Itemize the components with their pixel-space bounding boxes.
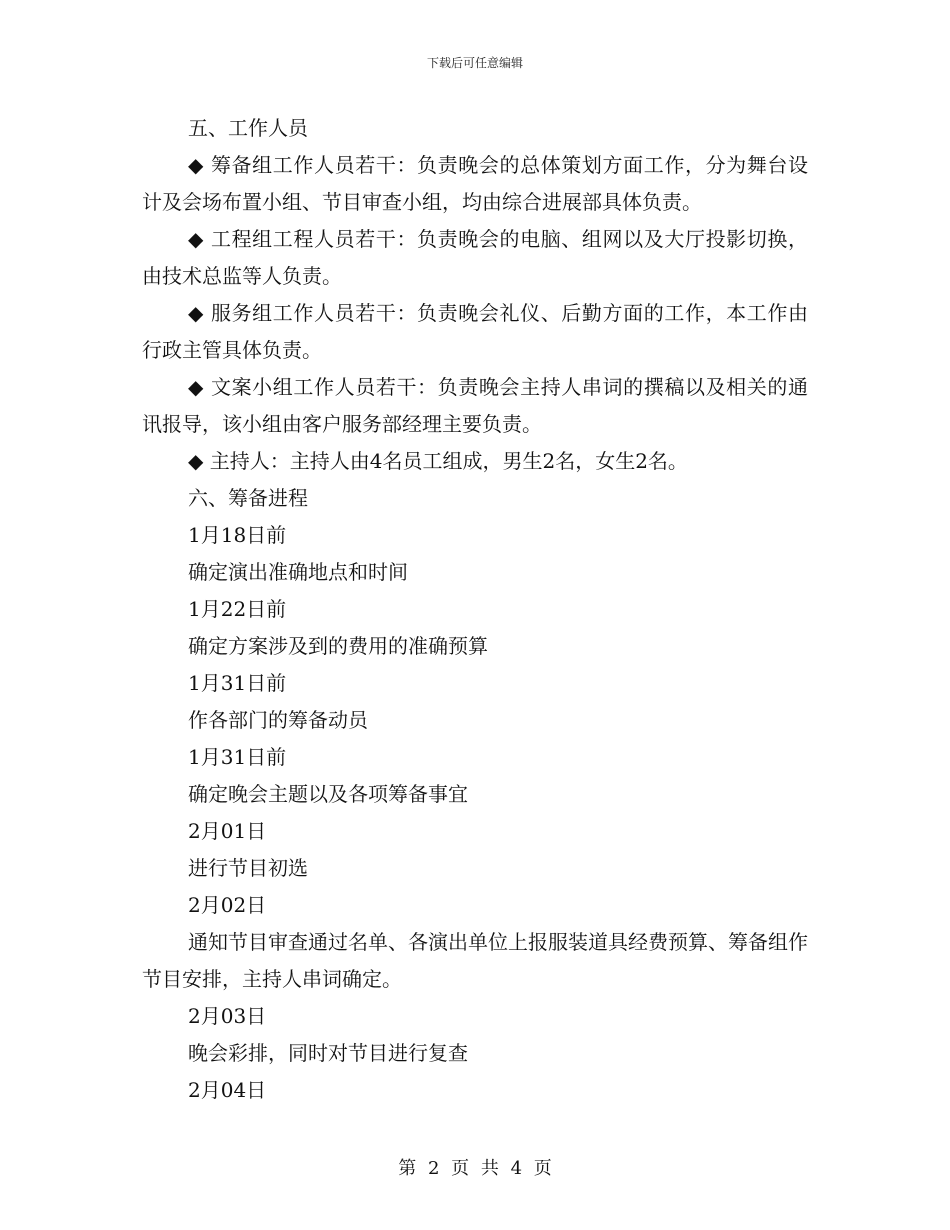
section-heading-schedule: 六、筹备进程 <box>188 486 308 510</box>
schedule-date: 1月31日前 <box>188 671 287 695</box>
schedule-date: 2月01日 <box>188 819 267 843</box>
schedule-date: 1月22日前 <box>188 597 287 621</box>
page-number: 第 2 页 共 4 页 <box>398 1158 552 1179</box>
staff-item-hosts: ◆ 主持人：主持人由4名员工组成，男生2名，女生2名。 <box>142 443 808 480</box>
staff-item-copywriting: ◆ 文案小组工作人员若干：负责晚会主持人串词的撰稿以及相关的通讯报导，该小组由客户服务部经理主要负责。 <box>142 369 808 443</box>
document-body <box>142 110 808 1109</box>
schedule-task: 通知节目审查通过名单、各演出单位上报服装道具经费预算、筹备组作节目安排，主持人串词确定。 <box>142 930 808 991</box>
schedule-date: 1月31日前 <box>188 745 287 769</box>
page-header-note: 下载后可任意编辑 <box>426 56 523 70</box>
schedule-date: 2月04日 <box>188 1078 267 1102</box>
schedule-date: 2月02日 <box>188 893 267 917</box>
schedule-task: 确定方案涉及到的费用的准确预算 <box>188 634 488 658</box>
schedule-task: 作各部门的筹备动员 <box>188 708 368 732</box>
staff-item-planning: ◆ 筹备组工作人员若干：负责晚会的总体策划方面工作，分为舞台设计及会场布置小组、节目审查小组，均由综合进展部具体负责。 <box>142 147 808 221</box>
schedule-date: 2月03日 <box>188 1004 267 1028</box>
schedule-date: 1月18日前 <box>188 523 287 547</box>
schedule-task: 晚会彩排，同时对节目进行复查 <box>188 1041 468 1065</box>
section-heading-staff: 五、工作人员 <box>188 116 308 140</box>
schedule-task: 确定晚会主题以及各项筹备事宜 <box>188 782 468 806</box>
staff-item-engineering: ◆ 工程组工程人员若干：负责晚会的电脑、组网以及大厅投影切换，由技术总监等人负责。 <box>142 221 808 295</box>
schedule-task: 确定演出准确地点和时间 <box>188 560 408 584</box>
schedule-task: 进行节目初选 <box>188 856 308 880</box>
staff-item-service: ◆ 服务组工作人员若干：负责晚会礼仪、后勤方面的工作，本工作由行政主管具体负责。 <box>142 295 808 369</box>
